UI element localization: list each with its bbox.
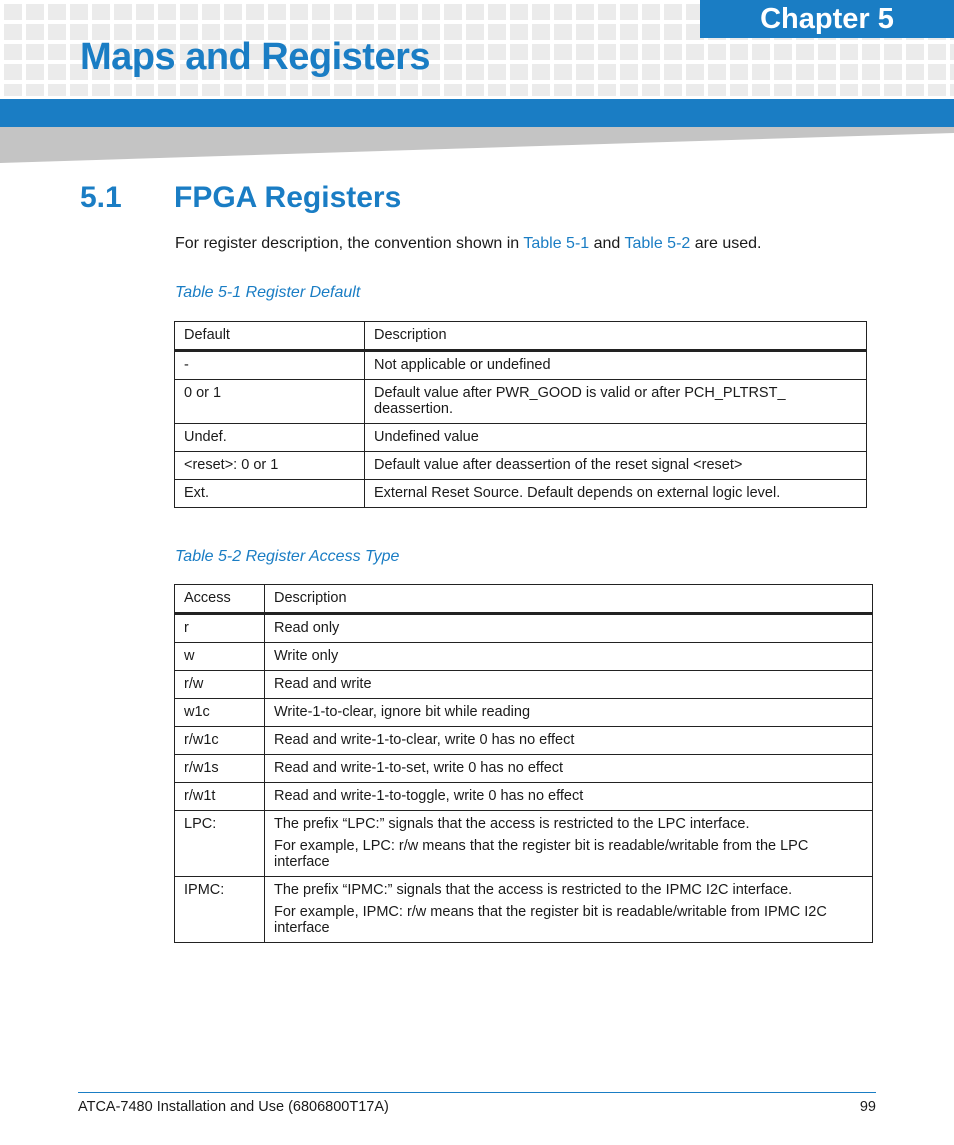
table-row xyxy=(175,811,873,877)
table-cell: r/w1t xyxy=(175,783,265,811)
table-row xyxy=(175,671,873,699)
cell-paragraph: The prefix “IPMC:” signals that the access is restricted to the IPMC I2C interface. xyxy=(274,882,793,898)
cell-paragraph: For example, IPMC: r/w means that the register bit is readable/writable from IPMC I2C interface xyxy=(274,904,827,936)
table-row xyxy=(175,783,873,811)
table-row xyxy=(175,755,873,783)
table-cell: 0 or 1 xyxy=(175,380,365,424)
table-row xyxy=(175,380,867,424)
table-cell: w xyxy=(175,643,265,671)
table-cell xyxy=(265,811,873,877)
table-cell: r/w1c xyxy=(175,727,265,755)
table-cell: Ext. xyxy=(175,480,365,508)
table-row xyxy=(175,424,867,452)
table-header-row xyxy=(175,322,867,351)
chapter-label: Chapter 5 xyxy=(700,0,954,38)
table-cell: Read and write-1-to-clear, write 0 has no effect xyxy=(265,727,873,755)
table-cell: External Reset Source. Default depends on external logic level. xyxy=(365,480,867,508)
table-row xyxy=(175,614,873,643)
section-heading xyxy=(80,181,401,215)
table-row xyxy=(175,480,867,508)
footer-page-number: 99 xyxy=(859,1099,876,1115)
table-cell: w1c xyxy=(175,699,265,727)
table-cell: r/w1s xyxy=(175,755,265,783)
table-cell: Write only xyxy=(265,643,873,671)
header-blue-band xyxy=(0,99,954,127)
column-header: Access xyxy=(175,585,265,614)
column-header: Default xyxy=(175,322,365,351)
table-cell: r/w xyxy=(175,671,265,699)
table-cell: Default value after deassertion of the reset signal <reset> xyxy=(365,452,867,480)
section-number: 5.1 xyxy=(80,181,122,214)
table-row xyxy=(175,699,873,727)
table-cell: Write-1-to-clear, ignore bit while reading xyxy=(265,699,873,727)
intro-text: For register description, the convention shown in xyxy=(175,235,524,252)
table-row xyxy=(175,877,873,943)
table-cell: - xyxy=(175,351,365,380)
table-cell: Undef. xyxy=(175,424,365,452)
table-cell: <reset>: 0 or 1 xyxy=(175,452,365,480)
page-title: Maps and Registers xyxy=(80,36,430,78)
table-5-2-caption: Table 5-2 Register Access Type xyxy=(175,548,400,565)
intro-paragraph xyxy=(175,235,761,253)
table-row xyxy=(175,452,867,480)
table-cell: IPMC: xyxy=(175,877,265,943)
register-default-table xyxy=(174,321,867,508)
table-cell: Not applicable or undefined xyxy=(365,351,867,380)
table-5-2-link[interactable]: Table 5-2 xyxy=(624,235,691,252)
table-cell xyxy=(265,877,873,943)
table-row xyxy=(175,351,867,380)
table-row xyxy=(175,727,873,755)
table-cell: Read and write-1-to-set, write 0 has no effect xyxy=(265,755,873,783)
footer-rule xyxy=(78,1092,876,1093)
table-cell: Default value after PWR_GOOD is valid or after PCH_PLTRST_ deassertion. xyxy=(365,380,867,424)
cell-paragraph: The prefix “LPC:” signals that the access is restricted to the LPC interface. xyxy=(274,816,750,832)
table-row xyxy=(175,643,873,671)
section-title: FPGA Registers xyxy=(174,181,402,214)
table-header-row xyxy=(175,585,873,614)
table-cell: Read and write-1-to-toggle, write 0 has no effect xyxy=(265,783,873,811)
table-cell: r xyxy=(175,614,265,643)
table-cell: Read and write xyxy=(265,671,873,699)
column-header: Description xyxy=(365,322,867,351)
column-header: Description xyxy=(265,585,873,614)
table-5-1-caption: Table 5-1 Register Default xyxy=(175,284,361,301)
header-grey-wedge xyxy=(0,127,954,167)
register-access-type-table xyxy=(174,584,873,943)
table-5-1-link[interactable]: Table 5-1 xyxy=(523,235,590,252)
cell-paragraph: For example, LPC: r/w means that the register bit is readable/writable from the LPC interface xyxy=(274,838,809,870)
table-cell: Read only xyxy=(265,614,873,643)
intro-text: are used. xyxy=(690,235,762,252)
footer-document-title: ATCA-7480 Installation and Use (6806800T17A) xyxy=(78,1099,389,1115)
table-cell: Undefined value xyxy=(365,424,867,452)
intro-text: and xyxy=(589,235,625,252)
table-cell: LPC: xyxy=(175,811,265,877)
